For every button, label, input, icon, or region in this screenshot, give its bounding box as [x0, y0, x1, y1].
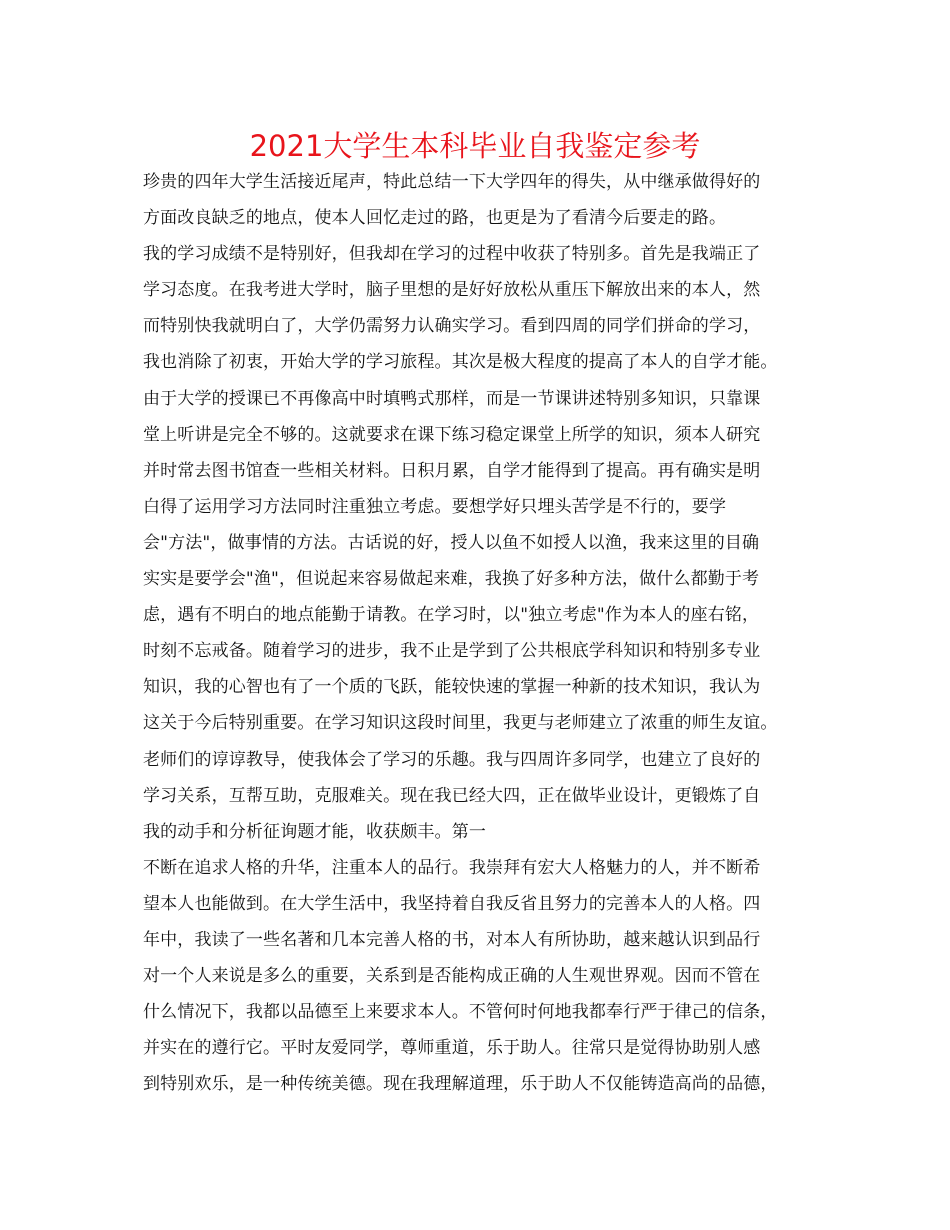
body-line: 知识，我的心智也有了一个质的飞跃，能较快速的掌握一种新的技术知识，我认为 — [143, 677, 761, 698]
body-line: 年中，我读了一些名著和几本完善人格的书，对本人有所协助，越来越认识到品行 — [143, 929, 761, 950]
body-line: 并时常去图书馆查一些相关材料。日积月累，自学才能得到了提高。再有确实是明 — [143, 460, 761, 481]
body-line: 对一个人来说是多么的重要，关系到是否能构成正确的人生观世界观。因而不管在 — [143, 966, 761, 987]
body-line: 我的动手和分析征询题才能，收获颇丰。第一 — [143, 821, 486, 842]
body-line: 到特别欢乐，是一种传统美德。现在我理解道理，乐于助人不仅能铸造高尚的品德， — [143, 1074, 778, 1095]
body-line: 堂上听讲是完全不够的。这就要求在课下练习稳定课堂上所学的知识，须本人研究 — [143, 424, 761, 445]
document-body — [143, 164, 823, 1102]
body-line: 而特别快我就明白了，大学仍需努力认确实学习。看到四周的同学们拼命的学习， — [143, 316, 761, 337]
body-line: 什么情况下，我都以品德至上来要求本人。不管何时何地我都奉行严于律己的信条， — [143, 1002, 778, 1023]
body-line: 学习态度。在我考进大学时，脑子里想的是好好放松从重压下解放出来的本人，然 — [143, 280, 761, 301]
body-line: 实实是要学会"渔"，但说起来容易做起来难，我换了好多种方法，做什么都勤于考 — [143, 569, 760, 590]
body-line: 时刻不忘戒备。随着学习的进步，我不止是学到了公共根底学科知识和特别多专业 — [143, 641, 761, 662]
body-line: 望本人也能做到。在大学生活中，我坚持着自我反省且努力的完善本人的人格。四 — [143, 893, 761, 914]
body-line: 并实在的遵行它。平时友爱同学，尊师重道，乐于助人。往常只是觉得协助别人感 — [143, 1038, 761, 1059]
body-line: 学习关系，互帮互助，克服难关。现在我已经大四，正在做毕业设计，更锻炼了自 — [143, 785, 761, 806]
body-line: 白得了运用学习方法同时注重独立考虑。要想学好只埋头苦学是不行的，要学 — [143, 496, 727, 517]
body-line: 我的学习成绩不是特别好，但我却在学习的过程中收获了特别多。首先是我端正了 — [143, 244, 761, 265]
document-title: 2021大学生本科毕业自我鉴定参考 — [249, 129, 701, 163]
body-line: 方面改良缺乏的地点，使本人回忆走过的路，也更是为了看清今后要走的路。 — [143, 208, 727, 229]
body-line: 我也消除了初衷，开始大学的学习旅程。其次是极大程度的提高了本人的自学才能。 — [143, 352, 778, 373]
body-line: 由于大学的授课已不再像高中时填鸭式那样，而是一节课讲述特别多知识，只靠课 — [143, 388, 761, 409]
body-line: 会"方法"，做事情的方法。古话说的好，授人以鱼不如授人以渔，我来这里的目确 — [143, 532, 760, 553]
body-line: 老师们的谆谆教导，使我体会了学习的乐趣。我与四周许多同学，也建立了良好的 — [143, 749, 761, 770]
body-line: 珍贵的四年大学生活接近尾声，特此总结一下大学四年的得失，从中继承做得好的 — [143, 172, 761, 192]
body-line: 不断在追求人格的升华，注重本人的品行。我崇拜有宏大人格魅力的人，并不断希 — [143, 857, 761, 878]
body-line: 这关于今后特别重要。在学习知识这段时间里，我更与老师建立了浓重的师生友谊。 — [143, 713, 778, 734]
body-line: 虑，遇有不明白的地点能勤于请教。在学习时，以"独立考虑"作为本人的座右铭， — [143, 605, 760, 626]
